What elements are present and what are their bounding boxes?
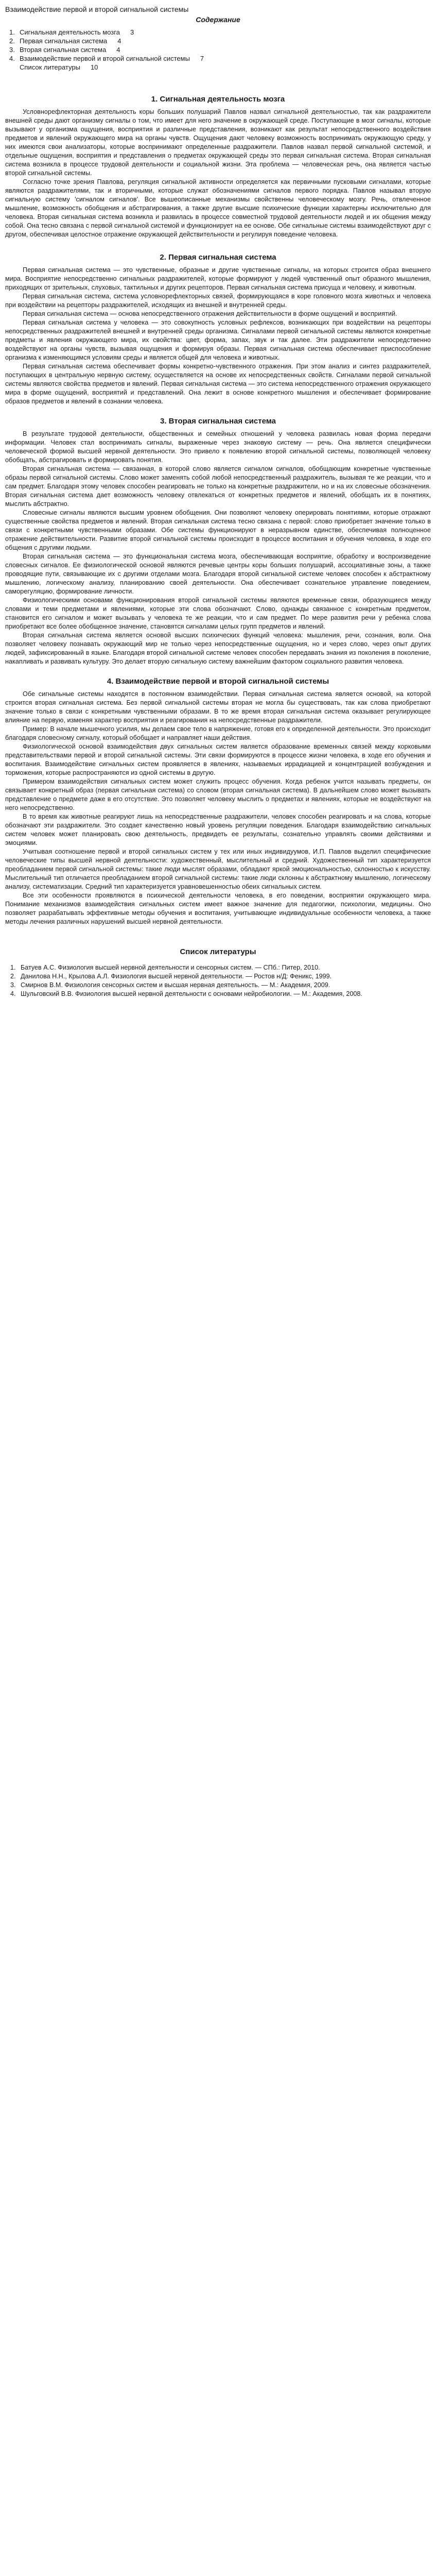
table-of-contents <box>9 28 431 72</box>
toc-item-number: 1. <box>9 28 15 36</box>
section-3-paragraph: Словесные сигналы являются высшим уровнем обобщения. Они позволяют человеку оперировать понятиями, которые отражают существенные свойства предметов и явлений. Вторая сигнальная система тесно связана с первой: слово приобретает значение только в связи с конкретными чувственными образами. Обе системы функционируют в неразрывном единстве, обеспечивая полноценное отражение действительности. Развитие второй сигнальной системы происходит в процессе воспитания и обучения человека, в ходе его общения с другими людьми. <box>5 509 431 551</box>
reference-text: Батуев А.С. Физиология высшей нервной деятельности и сенсорных систем. — СПб.: Питер, 2010. <box>21 964 320 971</box>
reference-item <box>5 981 431 990</box>
section-heading-3: 3. Вторая сигнальная система <box>160 417 276 426</box>
reference-number: 3. <box>10 981 16 989</box>
section-3-paragraph: Вторая сигнальная система — это функциональная система мозга, обеспечивающая восприятие, обработку и воспроизведение словесных сигналов. Ее физиологической основой являются речевые центры коры больших полушарий, ассоциативные зоны, а также проводящие пути, связывающие их с другими отделами мозга. Благодаря второй сигнальной системе человек способен к абстрактному мышлению, логическому анализу, планированию своей деятельности. Она обеспечивает сознательное управление поведением, саморегуляцию, формирование личности. <box>5 553 431 595</box>
toc-item[interactable] <box>9 63 431 72</box>
toc-item-number: 2. <box>9 37 15 45</box>
section-3-paragraph: В результате трудовой деятельности, общественных и семейных отношений у человека развилась новая форма передачи информации. Человек стал воспринимать сигналы, выраженные через знаковую систему — речь. Она является специфически человеческой формой высшей нервной деятельности. Это привело к появлению второй сигнальной системы, позволяющей человеку обобщать, абстрагировать и формировать понятия. <box>5 430 431 464</box>
toc-item-page: 10 <box>90 63 98 71</box>
toc-item[interactable] <box>9 45 431 54</box>
reference-text: Смирнов В.М. Физиология сенсорных систем и высшая нервная деятельность. — М.: Академия, 2009. <box>21 981 330 989</box>
toc-item-page: 7 <box>200 55 204 62</box>
toc-item[interactable] <box>9 37 431 45</box>
reference-number: 1. <box>10 964 16 971</box>
toc-item-label: Вторая сигнальная система <box>20 46 107 54</box>
reference-text: Шульговский В.В. Физиология высшей нервной деятельности с основами нейробиологии. — М.: Академия, 2008. <box>21 990 362 997</box>
reference-item <box>5 963 431 972</box>
toc-item[interactable] <box>9 28 431 37</box>
section-4-paragraph: В то время как животные реагируют лишь на непосредственные раздражители, человек способен реагировать и на слова, которые обозначают эти раздражители. Это создает качественно новый уровень регуляции поведения. Благодаря взаимодействию сигнальных систем человек может планировать свою деятельность, предвидеть ее результаты, сознательно управлять своими действиями и эмоциями. <box>5 813 431 846</box>
toc-item-page: 4 <box>116 46 120 54</box>
section-3-paragraph: Вторая сигнальная система — связанная, в которой слово является сигналом сигналов, обобщающим конкретные чувственные образы первой сигнальной системы. Слово может заменять собой любой непосредственный раздражитель, вызывая те же реакции, что и сам предмет. Благодаря этому человек способен реагировать не только на конкретные раздражители, но и на их словесные обозначения. Вторая сигнальная система дает возможность человеку отвлекаться от конкретных предметов и явлений, обобщать их в понятиях, мыслить абстрактно. <box>5 465 431 507</box>
toc-item-number: 3. <box>9 46 15 54</box>
reference-item <box>5 990 431 998</box>
references-heading: Список литературы <box>180 947 256 956</box>
toc-item-label: Взаимодействие первой и второй сигнальной системы <box>20 55 190 62</box>
section-heading-1: 1. Сигнальная деятельность мозга <box>151 95 285 104</box>
document-title: Взаимодействие первой и второй сигнальной системы <box>5 5 189 13</box>
references-list <box>5 963 431 998</box>
section-2-paragraph: Первая сигнальная система у человека — это совокупность условных рефлексов, возникающих при воздействии на рецепторы непосредственных раздражителей внешней и внутренней среды организма. Сигналами первой сигнальной системы являются конкретные предметы и явления окружающего мира, их свойства: цвет, форма, запах, звук и так далее. Эти раздражители непосредственно воздействуют на органы чувств, вызывая ощущения и формируя образы. Первая сигнальная система обеспечивает приспособление организма к изменяющимся условиям среды и является общей для человека и животных. <box>5 319 431 361</box>
reference-number: 4. <box>10 990 16 997</box>
toc-heading: Содержание <box>196 15 240 24</box>
section-4-paragraph: Обе сигнальные системы находятся в постоянном взаимодействии. Первая сигнальная система является основой, на которой строится вторая сигнальная система. Без первой сигнальной системы вторая не могла бы существовать, так как слова приобретают значение только в связи с конкретными чувственными образами. В то же время вторая сигнальная система оказывает регулирующее влияние на первую, изменяя характер восприятия и реагирования на непосредственные раздражители. <box>5 690 431 724</box>
section-4-paragraph: Пример: В начале мышечного усилия, мы делаем свое тело в напряжение, готовя его к определенной деятельности. Это происходит благодаря словесному сигналу, который обобщает и направляет наши действия. <box>5 725 431 741</box>
toc-item[interactable] <box>9 54 431 63</box>
toc-item-page: 4 <box>117 37 121 45</box>
reference-text: Данилова Н.Н., Крылова А.Л. Физиология высшей нервной деятельности. — Ростов н/Д: Феникс, 1999. <box>21 973 332 980</box>
toc-item-page: 3 <box>130 28 134 36</box>
section-4-paragraph: Все эти особенности проявляются в психической деятельности человека, в его поведении, восприятии окружающего мира. Понимание механизмов взаимодействия сигнальных систем имеет важное значение для педагогики, психологии, медицины. Оно позволяет разрабатывать эффективные методы обучения и воспитания, учитывающие индивидуальные особенности человека, а также методы лечения различных нарушений высшей нервной деятельности. <box>5 892 431 925</box>
toc-item-label: Список литературы <box>20 63 80 71</box>
section-2-paragraph: Первая сигнальная система — это чувственные, образные и другие чувственные сигналы, на которых строится образ внешнего мира. Восприятие непосредственно сигнальных раздражителей, которые формируют у людей чувственный опыт образного мышления, приходящих от зрительных, слуховых, тактильных и других рецепторов. Первая сигнальная система присуща и человеку, и животным. <box>5 266 431 291</box>
section-4-paragraph: Примером взаимодействия сигнальных систем может служить процесс обучения. Когда ребенок учится называть предметы, он связывает конкретный образ (первая сигнальная система) со словом (вторая сигнальная система). В дальнейшем слово может вызывать представление о предмете даже в его отсутствие. Это позволяет человеку мыслить о предметах и явлениях, которые не воздействуют на него непосредственно. <box>5 778 431 811</box>
section-2-paragraph: Первая сигнальная система обеспечивает формы конкретно-чувственного отражения. При этом анализ и синтез раздражителей, поступающих в центральную нервную систему, осуществляется на основе их непосредственных свойств. Сигналами первой сигнальной системы являются свойства предметов и явлений. Первая сигнальная система — это система непосредственного отражения окружающего мира в форме ощущений, восприятий и представлений. Она лежит в основе конкретного мышления и обеспечивает формирование образов предметов и явлений в сознании человека. <box>5 363 431 405</box>
section-4-paragraph: Учитывая соотношение первой и второй сигнальных систем у тех или иных индивидуумов, И.П. Павлов выделил специфические человеческие типы высшей нервной деятельности: художественный, мыслительный и средний. Художественный тип характеризуется преобладанием первой сигнальной системы: такие люди мыслят образами, обладают яркой эмоциональностью, склонностью к искусству. Мыслительный тип отличается преобладанием второй сигнальной системы: такие люди склонны к абстрактному мышлению, логическому анализу, систематизации. Средний тип характеризуется уравновешенностью обеих сигнальных систем. <box>5 848 431 890</box>
section-4-paragraph: Физиологической основой взаимодействия двух сигнальных систем является образование временных связей между корковыми представительствами первой и второй сигнальной системы. Эти связи формируются в процессе жизни человека, в ходе его обучения и воспитания. Взаимодействие сигнальных систем проявляется в явлениях, называемых иррадиацией и концентрацией возбуждения и торможения, которые распространяются из одной системы в другую. <box>5 743 431 776</box>
section-2-paragraph: Первая сигнальная система — основа непосредственного отражения действительности в форме ощущений и восприятий. <box>23 310 397 317</box>
section-1-paragraph: Условнорефлекторная деятельность коры больших полушарий Павлов назвал сигнальной деятельностью, так как раздражители внешней среды дают организму сигналы о том, что имеет для него значение в окружающей среде. Поступающие в мозг сигналы, которые вызывают у организма ощущения, восприятия и различные представления, возникают как результат непосредственного воздействия предметов и явлений окружающего мира на органы чувств. Ощущения дают человеку возможность воспринимать окружающую среду, у них имеются свои анализаторы, которые воспринимают определенные раздражители. Павлов назвал первой сигнальной системой, и отдельные ощущения, восприятия и представления о предметах окружающей среды это первая сигнальная система. Вторая сигнальная система возникла в процессе трудовой деятельности и социальной жизни. Эта проблема — человеческая речь, она является частью второй сигнальной системы. <box>5 108 431 177</box>
section-heading-2: 2. Первая сигнальная система <box>160 253 276 262</box>
toc-item-label: Сигнальная деятельность мозга <box>20 28 120 36</box>
section-3-paragraph: Физиологическими основами функционирования второй сигнальной системы являются временные связи, образующиеся между словами и теми предметами и явлениями, которые эти слова обозначают. Слово, однажды связанное с конкретным предметом, становится его сигналом и может вызывать у человека те же реакции, что и сам предмет. По мере развития речи у ребенка слова приобретают все более обобщенное значение, становятся сигналами целых групп предметов и явлений. <box>5 597 431 630</box>
reference-number: 2. <box>10 973 16 980</box>
toc-item-label: Первая сигнальная система <box>20 37 108 45</box>
section-2-paragraph: Первая сигнальная система, система условнорефлекторных связей, формирующаяся в коре головного мозга животных и человека при воздействии на рецепторы раздражителей, исходящих из внешней и внутренней среды. <box>5 293 431 309</box>
section-heading-4: 4. Взаимодействие первой и второй сигнальной системы <box>107 677 329 686</box>
reference-item <box>5 972 431 981</box>
section-3-paragraph: Вторая сигнальная система является основой высших психических функций человека: мышления, речи, сознания, воли. Она позволяет человеку познавать окружающий мир не только через непосредственные ощущения, но и через слово, через опыт других людей, зафиксированный в языке. Благодаря второй сигнальной системе человек способен передавать знания из поколения в поколение, накапливать и развивать культуру. Это делает вторую сигнальную систему важнейшим фактором социального развития человека. <box>5 632 431 665</box>
toc-item-number: 4. <box>9 55 15 62</box>
section-1-paragraph: Согласно точке зрения Павлова, регуляция сигнальной активности определяется как первичными пусковыми сигналами, которые являются раздражителями, так и вторичными, которые служат обозначениями сигналов первого порядка. Павлов называл вторую сигнальную систему 'сигналом сигналов'. Все вышеописанные механизмы свойственны человеческому мозгу. Речь, отвлеченное мышление, возможность обобщения и абстрагирования, а также другие высшие психические функции характерны исключительно для человека. Вторая сигнальная система возникла и развилась в процессе совместной трудовой деятельности людей и их общения между собой. Она тесно связана с первой сигнальной системой и функционирует на ее основе. Обе сигнальные системы взаимодействуют друг с другом, обеспечивая целостное отражение окружающей действительности и регулируя поведение человека. <box>5 178 431 238</box>
